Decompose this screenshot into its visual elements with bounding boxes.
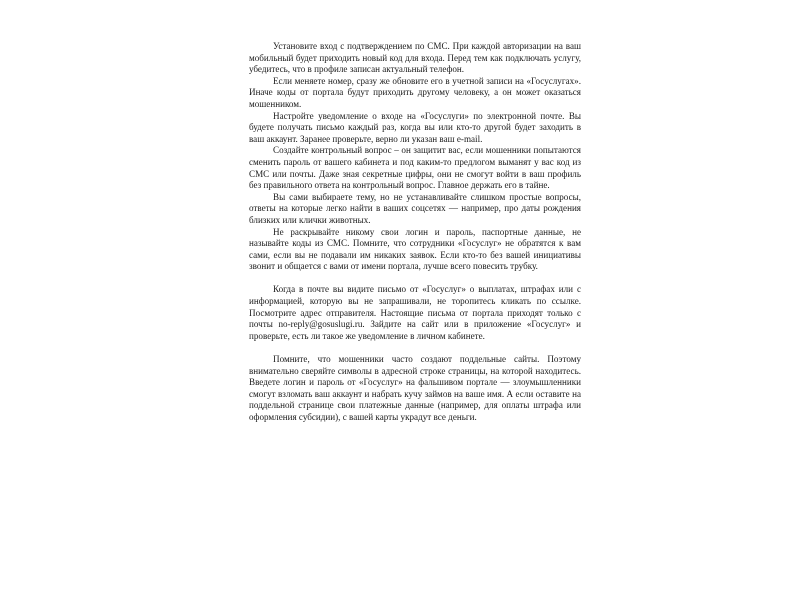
paragraph-fake-sites: Помните, что мошенники часто создают поддельные сайты. Поэтому внимательно сверяйте символы в адресной строке страницы, на которой находитесь. Введете логин и пароль от «Госуслуг» на фальшивом портале — злоумышленники смогут взломать ваш аккаунт и набрать кучу займов на ваше имя. А если оставите на поддельной странице свои платежные данные (например, для оплаты штрафа или оформления субсидии), с вашей карты украдут все деньги.: [249, 354, 581, 422]
paragraph-security-question: Создайте контрольный вопрос – он защитит вас, если мошенники попытаются сменить пароль от вашего кабинета и под каким-то предлогом выманят у вас код из СМС или почты. Даже зная секретные цифры, они не смогут войти в ваш профиль без правильного ответа на контрольный вопрос. Главное держать его в тайне.: [249, 145, 581, 191]
paragraph-sms-login: Установите вход с подтверждением по СМС. При каждой авторизации на ваш мобильный будет приходить новый код для входа. Перед тем как подключать услугу, убедитесь, что в профиле записан актуальный телефон.: [249, 41, 581, 75]
paragraph-no-disclosure: Не раскрывайте никому свои логин и пароль, паспортные данные, не называйте коды из СМС. Помните, что сотрудники «Госуслуг» не обратятся к вам сами, если вы не подавали им никаких заявок. Если кто-то без вашей инициативы звонит и общается с вами от имени портала, лучше всего повесить трубку.: [249, 226, 581, 272]
paragraph-phishing-email: Когда в почте вы видите письмо от «Госуслуг» о выплатах, штрафах или с информацией, которую вы не запрашивали, не торопитесь кликать по ссылке. Посмотрите адрес отправителя. Настоящие письма от портала приходят только с почты no-reply@gosuslugi.ru. Зайдите на сайт или в приложение «Госуслуг» и проверьте, есть ли такое же уведомление в личном кабинете.: [249, 284, 581, 341]
paragraph-question-topic: Вы сами выбираете тему, но не устанавливайте слишком простые вопросы, ответы на которые легко найти в ваших соцсетях — например, про даты рождения близких или клички животных.: [249, 191, 581, 225]
paragraph-email-notify: Настройте уведомление о входе на «Госуслуги» по электронной почте. Вы будете получать письмо каждый раз, когда вы или кто-то другой будет заходить в ваш аккаунт. Заранее проверьте, верно ли указан ваш e-mail.: [249, 110, 581, 144]
paragraph-phone-update: Если меняете номер, сразу же обновите его в учетной записи на «Госуслугах». Иначе коды от портала будут приходить другому человеку, а он может оказаться мошенником.: [249, 75, 581, 109]
paragraph-spacer: [249, 342, 581, 354]
document-page: [249, 41, 581, 424]
paragraph-spacer: [249, 273, 581, 285]
